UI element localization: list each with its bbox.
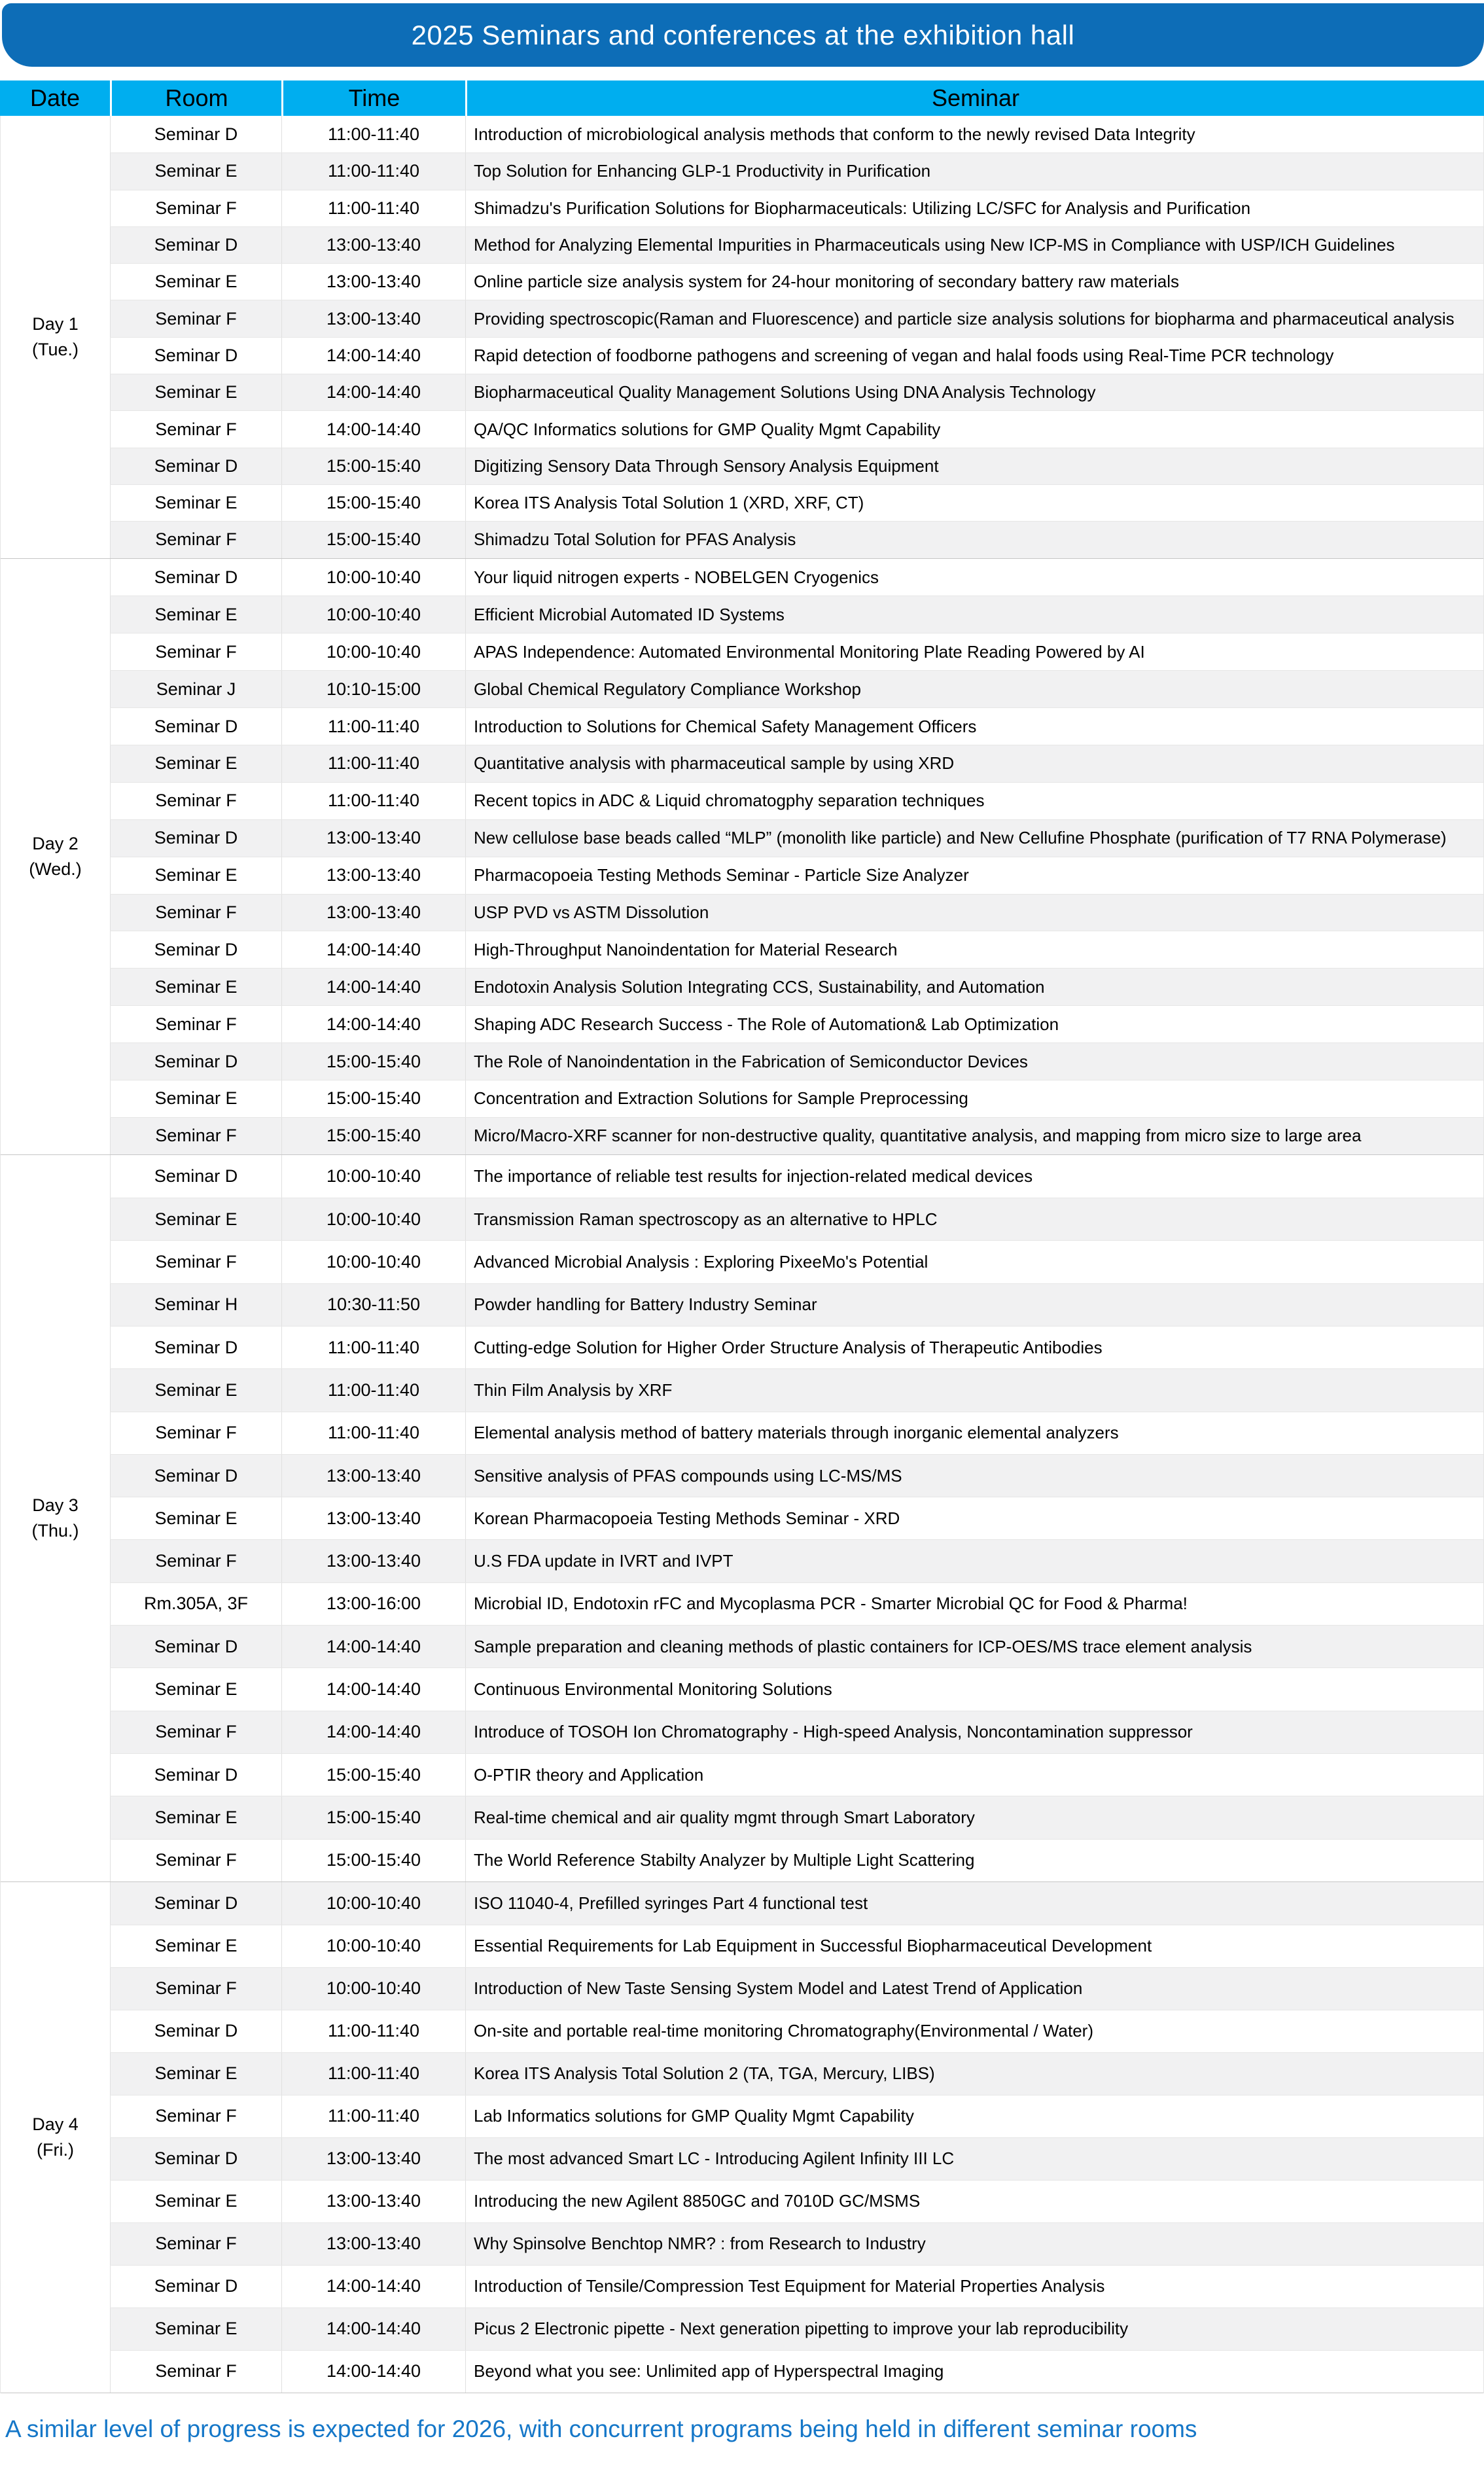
table-row <box>110 2265 1483 2308</box>
seminar-title-cell: Why Spinsolve Benchtop NMR? : from Research to Industry <box>465 2223 1483 2265</box>
date-cell <box>1 1155 110 1881</box>
room-cell: Seminar F <box>110 1968 281 2010</box>
seminar-title-cell: The World Reference Stabilty Analyzer by Multiple Light Scattering <box>465 1840 1483 1881</box>
seminar-title-cell: Introducing the new Agilent 8850GC and 7010D GC/MSMS <box>465 2181 1483 2222</box>
room-cell: Seminar F <box>110 190 281 226</box>
time-cell: 14:00-14:40 <box>281 1711 465 1753</box>
seminar-title-cell: Online particle size analysis system for 24-hour monitoring of secondary battery raw materials <box>465 264 1483 300</box>
room-cell: Seminar E <box>110 745 281 782</box>
seminar-title-cell: Sensitive analysis of PFAS compounds using LC-MS/MS <box>465 1455 1483 1497</box>
time-cell: 10:00-10:40 <box>281 1968 465 2010</box>
seminar-title-cell: Korea ITS Analysis Total Solution 2 (TA, TGA, Mercury, LIBS) <box>465 2053 1483 2095</box>
seminar-title-cell: The Role of Nanoindentation in the Fabrication of Semiconductor Devices <box>465 1043 1483 1080</box>
room-cell: Seminar E <box>110 1080 281 1117</box>
day-group <box>1 1155 1483 1882</box>
time-cell: 15:00-15:40 <box>281 1796 465 1838</box>
seminar-title-cell: Lab Informatics solutions for GMP Quality Mgmt Capability <box>465 2095 1483 2137</box>
room-cell: Seminar D <box>110 227 281 263</box>
seminar-title-cell: Introduction of Tensile/Compression Test Equipment for Material Properties Analysis <box>465 2266 1483 2308</box>
table-row <box>110 2010 1483 2052</box>
table-row <box>110 1283 1483 1326</box>
room-cell: Seminar F <box>110 522 281 558</box>
table-row <box>110 1925 1483 1967</box>
seminar-title-cell: Essential Requirements for Lab Equipment in Successful Biopharmaceutical Development <box>465 1925 1483 1967</box>
date-cell <box>1 116 110 558</box>
seminar-title-cell: Korea ITS Analysis Total Solution 1 (XRD, XRF, CT) <box>465 485 1483 521</box>
room-cell: Seminar E <box>110 1198 281 1240</box>
seminar-title-cell: Method for Analyzing Elemental Impurities in Pharmaceuticals using New ICP-MS in Compliance with USP/ICH Guidelines <box>465 227 1483 263</box>
room-cell: Seminar D <box>110 1043 281 1080</box>
time-cell: 14:00-14:40 <box>281 931 465 968</box>
time-cell: 14:00-14:40 <box>281 2266 465 2308</box>
seminar-title-cell: Beyond what you see: Unlimited app of Hyperspectral Imaging <box>465 2351 1483 2393</box>
time-cell: 13:00-13:40 <box>281 2181 465 2222</box>
time-cell: 15:00-15:40 <box>281 1043 465 1080</box>
table-row <box>110 1753 1483 1796</box>
column-header-date: Date <box>0 80 110 116</box>
time-cell: 13:00-13:40 <box>281 2223 465 2265</box>
room-cell: Seminar E <box>110 374 281 410</box>
table-row <box>110 521 1483 558</box>
room-cell: Seminar F <box>110 2351 281 2393</box>
time-cell: 14:00-14:40 <box>281 338 465 374</box>
table-row <box>110 1005 1483 1042</box>
room-cell: Seminar J <box>110 671 281 707</box>
time-cell: 15:00-15:40 <box>281 522 465 558</box>
table-row <box>110 1240 1483 1283</box>
table-row <box>110 745 1483 782</box>
time-cell: 11:00-11:40 <box>281 2053 465 2095</box>
seminar-title-cell: Digitizing Sensory Data Through Sensory Analysis Equipment <box>465 448 1483 484</box>
seminar-title-cell: Your liquid nitrogen experts - NOBELGEN Cryogenics <box>465 559 1483 596</box>
day-rows <box>110 116 1483 558</box>
room-cell: Seminar D <box>110 1327 281 1368</box>
seminar-title-cell: Microbial ID, Endotoxin rFC and Mycoplasma PCR - Smarter Microbial QC for Food & Pharma! <box>465 1583 1483 1625</box>
room-cell: Seminar F <box>110 1118 281 1154</box>
time-cell: 10:00-10:40 <box>281 633 465 670</box>
table-row <box>110 1412 1483 1454</box>
room-cell: Seminar F <box>110 783 281 819</box>
time-cell: 15:00-15:40 <box>281 448 465 484</box>
time-cell: 14:00-14:40 <box>281 374 465 410</box>
table-row <box>110 410 1483 447</box>
seminar-title-cell: Introduction of New Taste Sensing System Model and Latest Trend of Application <box>465 1968 1483 2010</box>
time-cell: 14:00-14:40 <box>281 2308 465 2350</box>
room-cell: Seminar E <box>110 969 281 1005</box>
room-cell: Seminar F <box>110 2223 281 2265</box>
table-row <box>110 374 1483 410</box>
room-cell: Seminar H <box>110 1284 281 1326</box>
table-row <box>110 707 1483 745</box>
time-cell: 13:00-13:40 <box>281 1540 465 1582</box>
table-row <box>110 1625 1483 1667</box>
table-row <box>110 596 1483 633</box>
seminar-title-cell: Introduction to Solutions for Chemical Safety Management Officers <box>465 708 1483 745</box>
time-cell: 13:00-13:40 <box>281 1455 465 1497</box>
seminar-title-cell: Biopharmaceutical Quality Management Solutions Using DNA Analysis Technology <box>465 374 1483 410</box>
table-row <box>110 1582 1483 1625</box>
room-cell: Seminar D <box>110 1882 281 1925</box>
column-header-time: Time <box>281 80 465 116</box>
time-cell: 10:00-10:40 <box>281 1882 465 1925</box>
room-cell: Seminar D <box>110 820 281 857</box>
time-cell: 15:00-15:40 <box>281 1118 465 1154</box>
room-cell: Seminar D <box>110 1155 281 1198</box>
seminar-title-cell: Global Chemical Regulatory Compliance Workshop <box>465 671 1483 707</box>
room-cell: Seminar F <box>110 1412 281 1454</box>
seminar-title-cell: Transmission Raman spectroscopy as an alternative to HPLC <box>465 1198 1483 1240</box>
table-row <box>110 1539 1483 1582</box>
table-body <box>0 116 1484 2393</box>
seminar-title-cell: Cutting-edge Solution for Higher Order Structure Analysis of Therapeutic Antibodies <box>465 1327 1483 1368</box>
time-cell: 14:00-14:40 <box>281 411 465 447</box>
seminar-title-cell: Introduction of microbiological analysis methods that conform to the newly revised Data Integrity <box>465 116 1483 152</box>
time-cell: 10:10-15:00 <box>281 671 465 707</box>
day-sublabel: (Thu.) <box>31 1520 79 1541</box>
table-row <box>110 782 1483 819</box>
seminar-title-cell: High-Throughput Nanoindentation for Material Research <box>465 931 1483 968</box>
seminar-title-cell: Continuous Environmental Monitoring Solutions <box>465 1668 1483 1710</box>
table-row <box>110 2052 1483 2095</box>
room-cell: Seminar E <box>110 2308 281 2350</box>
time-cell: 10:00-10:40 <box>281 1241 465 1283</box>
time-cell: 13:00-13:40 <box>281 264 465 300</box>
seminar-title-cell: Shimadzu's Purification Solutions for Biopharmaceuticals: Utilizing LC/SFC for Analysis and Purification <box>465 190 1483 226</box>
room-cell: Seminar E <box>110 2181 281 2222</box>
room-cell: Seminar E <box>110 596 281 633</box>
room-cell: Seminar F <box>110 1006 281 1042</box>
room-cell: Seminar E <box>110 2053 281 2095</box>
table-row <box>110 337 1483 374</box>
table-row <box>110 1368 1483 1411</box>
time-cell: 10:00-10:40 <box>281 1925 465 1967</box>
seminar-title-cell: O-PTIR theory and Application <box>465 1754 1483 1796</box>
time-cell: 11:00-11:40 <box>281 116 465 152</box>
room-cell: Seminar D <box>110 559 281 596</box>
seminar-title-cell: QA/QC Informatics solutions for GMP Quality Mgmt Capability <box>465 411 1483 447</box>
room-cell: Seminar D <box>110 2266 281 2308</box>
day-sublabel: (Wed.) <box>29 859 82 879</box>
seminar-title-cell: U.S FDA update in IVRT and IVPT <box>465 1540 1483 1582</box>
seminar-title-cell: Korean Pharmacopoeia Testing Methods Seminar - XRD <box>465 1497 1483 1539</box>
table-row <box>110 633 1483 670</box>
table-row <box>110 1042 1483 1080</box>
room-cell: Seminar D <box>110 1626 281 1667</box>
seminar-title-cell: Thin Film Analysis by XRF <box>465 1369 1483 1411</box>
day-group <box>1 559 1483 1155</box>
column-header-seminar: Seminar <box>465 80 1484 116</box>
time-cell: 14:00-14:40 <box>281 969 465 1005</box>
table-row <box>110 484 1483 521</box>
seminar-title-cell: Introduce of TOSOH Ion Chromatography - High-speed Analysis, Noncontamination suppressor <box>465 1711 1483 1753</box>
table-row <box>110 1882 1483 1925</box>
table-row <box>110 1080 1483 1117</box>
table-row <box>110 1839 1483 1881</box>
room-cell: Seminar F <box>110 300 281 336</box>
table-row <box>110 300 1483 336</box>
room-cell: Seminar F <box>110 633 281 670</box>
time-cell: 11:00-11:40 <box>281 2010 465 2052</box>
seminar-title-cell: Concentration and Extraction Solutions for Sample Preprocessing <box>465 1080 1483 1117</box>
seminar-title-cell: Micro/Macro-XRF scanner for non-destructive quality, quantitative analysis, and mapping from micro size to large area <box>465 1118 1483 1154</box>
table-row <box>110 1497 1483 1539</box>
table-row <box>110 1667 1483 1710</box>
table-row <box>110 1454 1483 1497</box>
day-label: Day 2 <box>32 833 79 853</box>
time-cell: 13:00-13:40 <box>281 227 465 263</box>
seminar-title-cell: Rapid detection of foodborne pathogens and screening of vegan and halal foods using Real-Time PCR technology <box>465 338 1483 374</box>
room-cell: Seminar D <box>110 1754 281 1796</box>
table-row <box>110 1796 1483 1838</box>
time-cell: 13:00-16:00 <box>281 1583 465 1625</box>
table-row <box>110 1326 1483 1368</box>
title-banner <box>2 3 1484 67</box>
seminar-title-cell: Pharmacopoeia Testing Methods Seminar - Particle Size Analyzer <box>465 857 1483 894</box>
room-cell: Seminar E <box>110 1668 281 1710</box>
seminar-title-cell: USP PVD vs ASTM Dissolution <box>465 895 1483 931</box>
room-cell: Seminar D <box>110 708 281 745</box>
time-cell: 11:00-11:40 <box>281 190 465 226</box>
room-cell: Seminar E <box>110 485 281 521</box>
seminar-title-cell: Quantitative analysis with pharmaceutical sample by using XRD <box>465 745 1483 782</box>
table-row <box>110 190 1483 226</box>
room-cell: Seminar E <box>110 1497 281 1539</box>
table-row <box>110 1711 1483 1753</box>
room-cell: Seminar F <box>110 1840 281 1881</box>
day-group <box>1 116 1483 559</box>
day-sublabel: (Tue.) <box>31 339 79 359</box>
seminar-title-cell: On-site and portable real-time monitoring Chromatography(Environmental / Water) <box>465 2010 1483 2052</box>
time-cell: 11:00-11:40 <box>281 153 465 189</box>
seminar-title-cell: Sample preparation and cleaning methods of plastic containers for ICP-OES/MS trace element analysis <box>465 1626 1483 1667</box>
time-cell: 13:00-13:40 <box>281 857 465 894</box>
day-rows <box>110 1882 1483 2393</box>
table-row <box>110 226 1483 263</box>
seminar-title-cell: Endotoxin Analysis Solution Integrating CCS, Sustainability, and Automation <box>465 969 1483 1005</box>
room-cell: Seminar D <box>110 448 281 484</box>
table-row <box>110 116 1483 152</box>
room-cell: Seminar D <box>110 2138 281 2180</box>
seminar-title-cell: APAS Independence: Automated Environmental Monitoring Plate Reading Powered by AI <box>465 633 1483 670</box>
time-cell: 13:00-13:40 <box>281 820 465 857</box>
seminar-title-cell: Powder handling for Battery Industry Seminar <box>465 1284 1483 1326</box>
day-group <box>1 1882 1483 2393</box>
time-cell: 13:00-13:40 <box>281 2138 465 2180</box>
table-row <box>110 559 1483 596</box>
table-row <box>110 1198 1483 1240</box>
room-cell: Seminar E <box>110 857 281 894</box>
seminar-title-cell: Recent topics in ADC & Liquid chromatogphy separation techniques <box>465 783 1483 819</box>
time-cell: 10:00-10:40 <box>281 559 465 596</box>
day-sublabel: (Fri.) <box>37 2139 74 2160</box>
table-row <box>110 670 1483 707</box>
table-row <box>110 2095 1483 2137</box>
seminar-title-cell: Shaping ADC Research Success - The Role of Automation& Lab Optimization <box>465 1006 1483 1042</box>
room-cell: Seminar F <box>110 1241 281 1283</box>
time-cell: 15:00-15:40 <box>281 1080 465 1117</box>
seminar-title-cell: ISO 11040-4, Prefilled syringes Part 4 functional test <box>465 1882 1483 1925</box>
table-row <box>110 2222 1483 2265</box>
seminar-title-cell: The most advanced Smart LC - Introducing Agilent Infinity III LC <box>465 2138 1483 2180</box>
table-row <box>110 2137 1483 2180</box>
time-cell: 11:00-11:40 <box>281 1412 465 1454</box>
time-cell: 15:00-15:40 <box>281 1754 465 1796</box>
table-row <box>110 263 1483 300</box>
table-row <box>110 1117 1483 1154</box>
table-row <box>110 152 1483 189</box>
seminar-title-cell: Providing spectroscopic(Raman and Fluorescence) and particle size analysis solutions for biopharma and pharmaceutical analysis <box>465 300 1483 336</box>
time-cell: 11:00-11:40 <box>281 1369 465 1411</box>
table-row <box>110 931 1483 968</box>
room-cell: Seminar F <box>110 895 281 931</box>
room-cell: Seminar E <box>110 1925 281 1967</box>
seminar-title-cell: Elemental analysis method of battery materials through inorganic elemental analyzers <box>465 1412 1483 1454</box>
time-cell: 11:00-11:40 <box>281 1327 465 1368</box>
day-rows <box>110 1155 1483 1881</box>
seminar-title-cell: Shimadzu Total Solution for PFAS Analysis <box>465 522 1483 558</box>
date-cell <box>1 559 110 1154</box>
room-cell: Seminar E <box>110 153 281 189</box>
room-cell: Seminar F <box>110 411 281 447</box>
time-cell: 13:00-13:40 <box>281 895 465 931</box>
time-cell: 15:00-15:40 <box>281 1840 465 1881</box>
room-cell: Seminar D <box>110 338 281 374</box>
table-row <box>110 819 1483 857</box>
table-row <box>110 894 1483 931</box>
page <box>0 3 1484 2450</box>
table-row <box>110 1967 1483 2010</box>
room-cell: Rm.305A, 3F <box>110 1583 281 1625</box>
seminar-title-cell: Top Solution for Enhancing GLP-1 Productivity in Purification <box>465 153 1483 189</box>
table-row <box>110 968 1483 1005</box>
seminar-title-cell: Picus 2 Electronic pipette - Next generation pipetting to improve your lab reproducibility <box>465 2308 1483 2350</box>
time-cell: 11:00-11:40 <box>281 745 465 782</box>
room-cell: Seminar D <box>110 2010 281 2052</box>
room-cell: Seminar D <box>110 931 281 968</box>
time-cell: 14:00-14:40 <box>281 1006 465 1042</box>
time-cell: 15:00-15:40 <box>281 485 465 521</box>
room-cell: Seminar E <box>110 264 281 300</box>
room-cell: Seminar E <box>110 1369 281 1411</box>
day-rows <box>110 559 1483 1154</box>
table-row <box>110 2180 1483 2222</box>
table-row <box>110 1155 1483 1198</box>
time-cell: 14:00-14:40 <box>281 1668 465 1710</box>
table-row <box>110 448 1483 484</box>
room-cell: Seminar F <box>110 2095 281 2137</box>
time-cell: 10:00-10:40 <box>281 1155 465 1198</box>
room-cell: Seminar D <box>110 116 281 152</box>
time-cell: 11:00-11:40 <box>281 2095 465 2137</box>
table-row <box>110 857 1483 894</box>
date-cell <box>1 1882 110 2393</box>
table-row <box>110 2308 1483 2350</box>
column-header-room: Room <box>110 80 281 116</box>
day-label: Day 1 <box>32 313 79 334</box>
day-label: Day 4 <box>32 2114 79 2134</box>
table-row <box>110 2350 1483 2393</box>
footer-note: A similar level of progress is expected for 2026, with concurrent programs being held in different seminar rooms <box>5 2415 1197 2442</box>
room-cell: Seminar F <box>110 1711 281 1753</box>
time-cell: 14:00-14:40 <box>281 2351 465 2393</box>
time-cell: 10:00-10:40 <box>281 596 465 633</box>
page-title: 2025 Seminars and conferences at the exhibition hall <box>411 19 1075 50</box>
time-cell: 14:00-14:40 <box>281 1626 465 1667</box>
day-label: Day 3 <box>32 1495 79 1515</box>
time-cell: 13:00-13:40 <box>281 1497 465 1539</box>
schedule-table <box>0 80 1484 2393</box>
seminar-title-cell: Real-time chemical and air quality mgmt through Smart Laboratory <box>465 1796 1483 1838</box>
time-cell: 11:00-11:40 <box>281 708 465 745</box>
table-header <box>0 80 1484 116</box>
room-cell: Seminar D <box>110 1455 281 1497</box>
seminar-title-cell: Efficient Microbial Automated ID Systems <box>465 596 1483 633</box>
time-cell: 11:00-11:40 <box>281 783 465 819</box>
room-cell: Seminar E <box>110 1796 281 1838</box>
seminar-title-cell: Advanced Microbial Analysis : Exploring PixeeMo's Potential <box>465 1241 1483 1283</box>
time-cell: 10:30-11:50 <box>281 1284 465 1326</box>
seminar-title-cell: New cellulose base beads called “MLP” (monolith like particle) and New Cellufine Phosphate (purification of T7 RNA Polymerase) <box>465 820 1483 857</box>
time-cell: 13:00-13:40 <box>281 300 465 336</box>
seminar-title-cell: The importance of reliable test results for injection-related medical devices <box>465 1155 1483 1198</box>
time-cell: 10:00-10:40 <box>281 1198 465 1240</box>
room-cell: Seminar F <box>110 1540 281 1582</box>
